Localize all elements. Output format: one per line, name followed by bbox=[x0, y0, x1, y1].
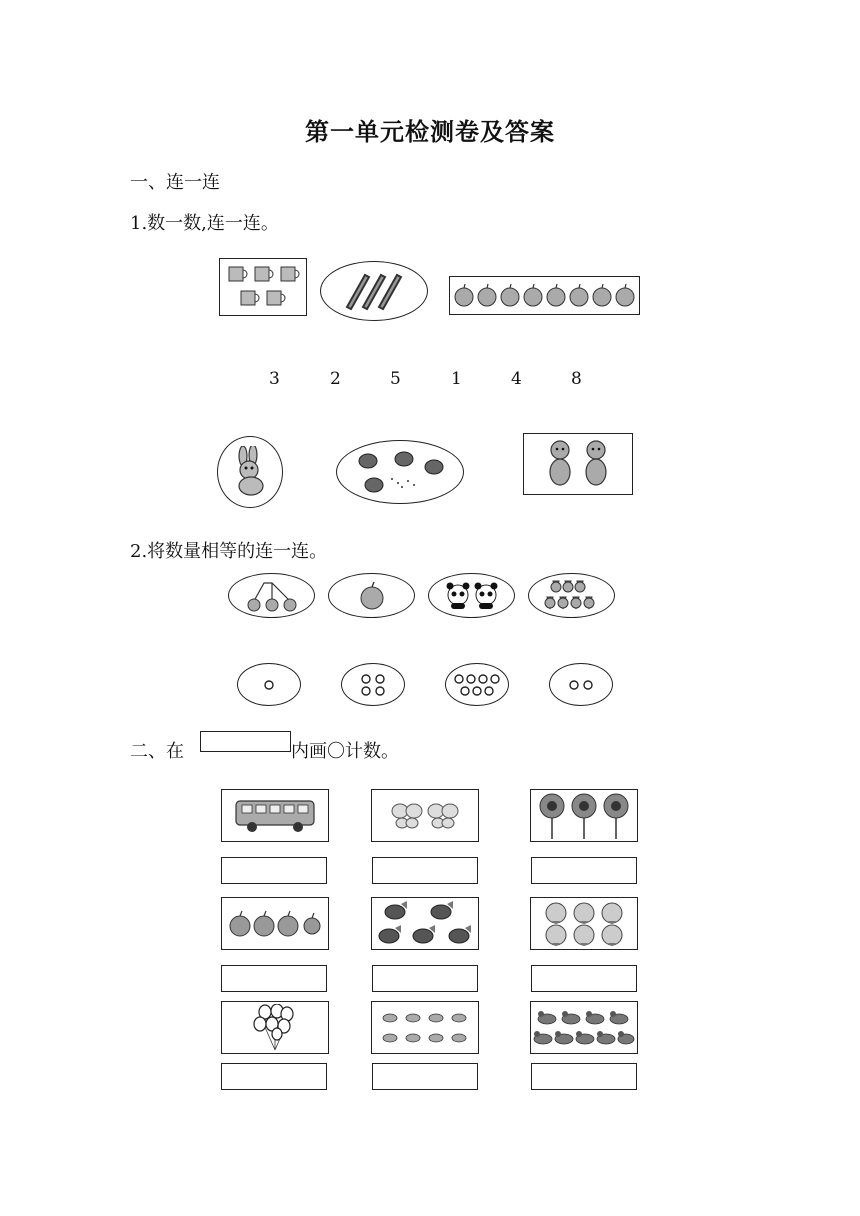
butterfly-icon bbox=[390, 801, 460, 831]
number-option[interactable]: 3 bbox=[269, 369, 280, 389]
butterflies-picture bbox=[371, 789, 479, 842]
apple-icon bbox=[229, 909, 321, 939]
pandas-picture[interactable] bbox=[428, 573, 515, 618]
balloon-icon bbox=[253, 1004, 297, 1052]
dot-oval-1[interactable] bbox=[237, 663, 301, 706]
cups-picture[interactable] bbox=[219, 258, 307, 316]
monkeys-picture[interactable] bbox=[523, 433, 633, 495]
example-answer-box bbox=[200, 731, 291, 752]
answer-box[interactable] bbox=[221, 857, 327, 884]
ducks-picture bbox=[530, 1001, 638, 1054]
dot-oval-4[interactable] bbox=[341, 663, 405, 706]
rabbit-icon bbox=[227, 446, 273, 498]
answer-box[interactable] bbox=[372, 965, 478, 992]
apple-icon bbox=[453, 282, 637, 310]
cup-icon bbox=[223, 261, 303, 313]
fish-picture bbox=[371, 1001, 479, 1054]
question-1-prompt: 1.数一数,连一连。 bbox=[130, 213, 279, 234]
sunflowers-picture bbox=[530, 789, 638, 842]
number-option[interactable]: 4 bbox=[511, 369, 522, 389]
dot-oval-7[interactable] bbox=[445, 663, 509, 706]
answer-box[interactable] bbox=[531, 857, 637, 884]
duck-icon bbox=[533, 1007, 635, 1049]
peaches-picture bbox=[530, 897, 638, 950]
answer-box[interactable] bbox=[372, 1063, 478, 1090]
strawberry-icon bbox=[541, 579, 603, 613]
question-2-prompt: 2.将数量相等的连一连。 bbox=[130, 541, 328, 562]
peach-icon bbox=[542, 901, 626, 947]
balloons-picture bbox=[221, 1001, 329, 1054]
apples-picture bbox=[221, 897, 329, 950]
roosters-picture bbox=[371, 897, 479, 950]
dots-group bbox=[356, 671, 390, 699]
dots-group bbox=[566, 675, 596, 695]
number-option[interactable]: 1 bbox=[451, 369, 462, 389]
answer-box[interactable] bbox=[221, 1063, 327, 1090]
fish-icon bbox=[380, 1010, 470, 1046]
answer-box[interactable] bbox=[531, 1063, 637, 1090]
bus-icon bbox=[234, 799, 316, 833]
dots-group bbox=[259, 675, 279, 695]
section-2-heading-prefix: 二、在 bbox=[130, 741, 184, 762]
chick-icon bbox=[352, 449, 448, 495]
pens-picture[interactable] bbox=[320, 261, 428, 321]
dot-oval-2[interactable] bbox=[549, 663, 613, 706]
answer-box[interactable] bbox=[372, 857, 478, 884]
bus-picture bbox=[221, 789, 329, 842]
page-title: 第一单元检测卷及答案 bbox=[305, 118, 555, 146]
rabbit-picture[interactable] bbox=[217, 436, 283, 508]
monkey-icon bbox=[538, 438, 618, 490]
panda-icon bbox=[444, 581, 500, 611]
number-option[interactable]: 8 bbox=[571, 369, 582, 389]
single-apple-picture[interactable] bbox=[328, 573, 415, 618]
strawberries-picture[interactable] bbox=[528, 573, 615, 618]
pen-icon bbox=[339, 271, 409, 311]
section-1-heading: 一、连一连 bbox=[130, 172, 220, 193]
number-option[interactable]: 5 bbox=[390, 369, 401, 389]
rooster-icon bbox=[375, 900, 475, 948]
dots-group bbox=[452, 671, 502, 699]
sunflower-icon bbox=[536, 793, 632, 839]
apple-icon bbox=[357, 581, 387, 611]
apples-picture[interactable] bbox=[449, 276, 640, 315]
number-option[interactable]: 2 bbox=[330, 369, 341, 389]
chicks-picture[interactable] bbox=[336, 440, 464, 504]
cherries-picture[interactable] bbox=[228, 573, 315, 618]
section-2-heading-suffix: 内画〇计数。 bbox=[291, 741, 399, 762]
answer-box[interactable] bbox=[531, 965, 637, 992]
cherry-icon bbox=[242, 579, 302, 613]
answer-box[interactable] bbox=[221, 965, 327, 992]
